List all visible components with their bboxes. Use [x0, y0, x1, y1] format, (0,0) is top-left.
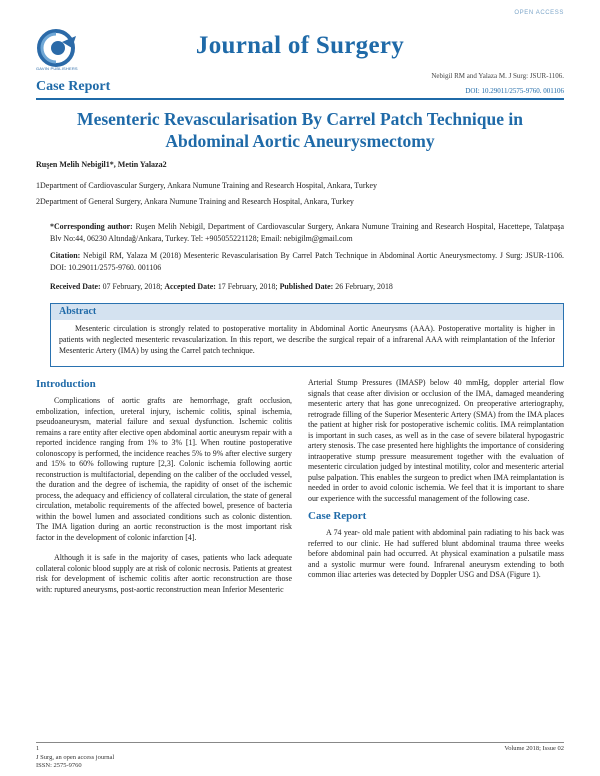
- dates-line: [50, 281, 564, 293]
- introduction-heading: Introduction: [36, 378, 96, 390]
- case-report-heading: Case Report: [308, 510, 367, 522]
- journal-title: Journal of Surgery: [195, 32, 405, 59]
- accepted-date: 17 February, 2018;: [217, 282, 278, 291]
- citation-block: [50, 250, 564, 273]
- corresponding-label: *Corresponding author:: [50, 222, 133, 231]
- corresponding-text: Ruşen Melih Nebigil, Department of Cardiovascular Surgery, Ankara Numune Training and Research Hospital, Hacettepe, Talatpaşa Blv No:44, 06230 Altındağ/Ankara, Turkey. Tel: +905055221128; Email: nebigilm@gmail.com: [50, 222, 564, 243]
- introduction-paragraph-1: Complications of aortic grafts are hemorrhage, graft occlusion, embolization, infection, ureteral injury, ischemic colitis, spinal ischemia, pseudoaneurysm, material failure and sexual dysfunction. Ischemic colitis remains a rare entity after elective open abdominal aortic aneurysm repair with a reported incidence ranging from 1% to 3% [1]. When routine postoperative colonoscopy is performed, the incidence reaches 5% to 9% after elective surgery and 15% to 60% following rupture [2,3]. Colonic ischemia following aortic reconstruction is multifactorial, depending on the caliber of the occluded vessel, the duration and the degree of ischemia, the rapidity of onset of the ischemic process, the adequacy and efficiency of collateral circulation, the state of general circulation, metabolic requirements of the affected bowel, presence of bacteria within the bowel lumen and associated conditions such as colonic distention. The IMA ligation during an aortic reconstruction is the most important risk factor in the development of colonic infarction [4].: [36, 396, 292, 542]
- body-column-right: [308, 378, 564, 591]
- citation-label: Citation:: [50, 251, 81, 260]
- page-number: 1: [36, 745, 40, 752]
- footer-issn: ISSN: 2575-9760: [36, 762, 82, 769]
- running-citation: Nebigil RM and Yalaza M. J Surg: JSUR-1106.: [431, 72, 564, 80]
- abstract-box: [50, 303, 564, 367]
- accepted-label: Accepted Date:: [164, 282, 216, 291]
- footer-journal: J Surg, an open access journal: [36, 753, 115, 761]
- published-date: 26 February, 2018: [335, 282, 393, 291]
- footer-divider: [36, 742, 564, 743]
- publisher-logo-text: GAVIN PUBLISHERS: [36, 66, 78, 71]
- header-divider: [36, 98, 564, 100]
- received-label: Received Date:: [50, 282, 101, 291]
- case-report-paragraph-1: A 74 year- old male patient with abdominal pain radiating to his back was referred to our clinic. He had suffered blunt abdominal trauma three weeks before abdominal pain had occurred. At physical examination a pulsatile mass and a systolic murmur were found. Infrarenal aneurysm extending to both common iliac arteries was detected by Doppler USG and DSA (Figure 1).: [308, 528, 564, 579]
- citation-text: Nebigil RM, Yalaza M (2018) Mesenteric Revascularisation By Carrel Patch Technique in Abdominal Aortic Aneurysmectomy. J Surg: JSUR-1106. DOI: 10.29011/2575-9760. 001106: [50, 251, 564, 272]
- corresponding-author: [50, 221, 564, 244]
- body-column-left: [36, 378, 292, 605]
- footer-volume: Volume 2018; Issue 02: [504, 745, 564, 752]
- received-date: 07 February, 2018;: [102, 282, 163, 291]
- open-access-badge: OPEN ACCESS: [514, 10, 564, 16]
- introduction-paragraph-3: Arterial Stump Pressures (IMASP) below 40 mmHg, doppler arterial flow signals that cease after division or occlusion of the IMA, damaged meandering mesenteric artery that has gone unrecognized. On preoperative arteriography, retrograde filling of the Superior Mesenteric Artery (SMA) from the IMA places the patient at higher risk for postoperative ischemic colitis. IMA reimplantation is important in such cases, as well as in the case of severe bilateral hypogastric artery stenosis. The case presented here highlights the importance of considering intraoperative stump pressure measurement together with the evaluation of mesenteric circulation judged by intestinal motility, color and mesenteric arterial pulse palpation. This enables the surgeon to predict when IMA reimplantation is needed in order to avoid colonic ischemia. We feel that it is important to share our experience with the successful management of the following case.: [308, 378, 564, 503]
- affiliation-2: 2Department of General Surgery, Ankara Numune Training and Research Hospital, Ankara, Turkey: [36, 197, 354, 206]
- footer-info: [36, 745, 114, 771]
- abstract-text: Mesenteric circulation is strongly related to postoperative mortality in Abdominal Aortic Aneurysms (AAA). Postoperative mortality is higher in patients with neglected mesenteric revascularization. In this report, we describe the surgical repair of a infrarenal AAA with reimplantation of the Inferior Mesenteric Artery (IMA) by using the Carrel patch technique.: [59, 324, 555, 355]
- article-title: Mesenteric Revascularisation By Carrel Patch Technique in Abdominal Aortic Aneurysmectomy: [77, 109, 523, 151]
- doi-link[interactable]: DOI: 10.29011/2575-9760. 001106: [465, 87, 564, 95]
- introduction-paragraph-2: Although it is safe in the majority of cases, patients who lack adequate collateral colonic blood supply are at risk of colonic necrosis. Patients at greatest risk for development of ischemic colitis after aortic reconstruction are those with: ruptured aneurysms, post-aortic reconstruction mean Inferior Mesenteric: [36, 553, 292, 594]
- section-label: Case Report: [36, 79, 111, 94]
- author-list: Ruşen Melih Nebigil1*, Metin Yalaza2: [36, 160, 167, 169]
- affiliation-1: 1Department of Cardiovascular Surgery, Ankara Numune Training and Research Hospital, Ankara, Turkey: [36, 181, 378, 190]
- abstract-heading: Abstract: [51, 304, 563, 320]
- published-label: Published Date:: [279, 282, 334, 291]
